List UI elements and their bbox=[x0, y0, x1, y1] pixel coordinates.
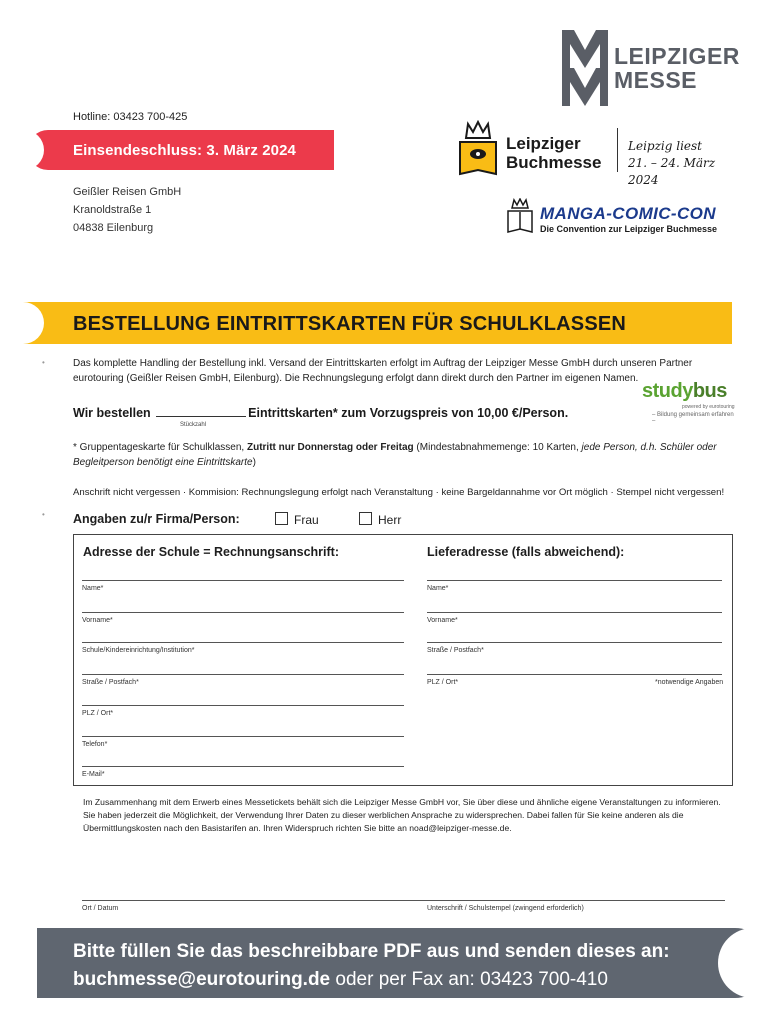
reminder-text: Anschrift nicht vergessen · Kommision: Rechnungslegung erfolgt nach Veranstaltung · keine Bargeldannahme vor Ort möglich · Stempel nicht vergessen! bbox=[73, 487, 725, 498]
mcc-book-icon bbox=[506, 198, 534, 234]
mcc-sub: Die Convention zur Leipziger Buchmesse bbox=[540, 224, 718, 234]
billing-email-input[interactable] bbox=[82, 766, 404, 767]
billing-firstname-input[interactable] bbox=[82, 612, 404, 613]
buchmesse-line2: Buchmesse bbox=[506, 153, 602, 172]
messe-mm-icon bbox=[560, 28, 610, 108]
person-label: Angaben zu/r Firma/Person: bbox=[73, 512, 240, 526]
studybus-tagline: – Bildung gemeinsam erfahren – bbox=[652, 412, 734, 424]
order-line bbox=[73, 406, 568, 420]
delivery-heading: Lieferadresse (falls abweichend): bbox=[427, 545, 625, 559]
leipziger-messe-logo bbox=[560, 28, 740, 108]
quantity-label: Stückzahl bbox=[180, 422, 207, 428]
billing-city-input[interactable] bbox=[82, 705, 404, 706]
note-start: * Gruppentageskarte für Schulklassen, bbox=[73, 442, 247, 453]
quantity-input[interactable] bbox=[156, 406, 246, 417]
frau-label: Frau bbox=[294, 513, 319, 527]
delivery-name-label: Name* bbox=[427, 585, 449, 592]
billing-phone-label: Telefon* bbox=[82, 741, 108, 748]
margin-dot-2: • bbox=[42, 510, 45, 519]
messe-line1: LEIPZIGER bbox=[614, 43, 740, 69]
manga-comic-con-logo bbox=[506, 198, 742, 238]
delivery-name-input[interactable] bbox=[427, 580, 722, 581]
note-bold: Zutritt nur Donnerstag oder Freitag bbox=[246, 442, 414, 453]
ticket-note bbox=[73, 440, 723, 470]
address-form bbox=[73, 534, 733, 786]
signature-line[interactable] bbox=[82, 900, 725, 901]
messe-line2: MESSE bbox=[614, 67, 698, 93]
footer-email-link[interactable]: buchmesse@eurotouring.de bbox=[73, 969, 331, 990]
footer-text bbox=[73, 938, 670, 994]
intro-text: Das komplette Handling der Bestellung inkl. Versand der Eintrittskarten erfolgt im Auftrag der Leipziger Messe GmbH durch unseren Partner eurotouring (Geißler Reisen GmbH, Eilenburg). Die Rechnungslegung erfolgt dann direkt durch den Partner im eigenen Namen. bbox=[73, 358, 693, 384]
billing-city-label: PLZ / Ort* bbox=[82, 710, 114, 717]
billing-name-input[interactable] bbox=[82, 580, 404, 581]
signature-label: Unterschrift / Schulstempel (zwingend erforderlich) bbox=[427, 905, 584, 912]
studybus-powered: powered by eurotouring bbox=[682, 404, 735, 410]
sender-city: 04838 Eilenburg bbox=[73, 222, 154, 234]
billing-phone-input[interactable] bbox=[82, 736, 404, 737]
mcc-name: MANGA-COMIC-CON bbox=[540, 204, 716, 223]
herr-label: Herr bbox=[378, 513, 402, 527]
note-middle: (Mindestabnahmemenge: 10 Karten, bbox=[413, 442, 582, 453]
billing-street-label: Straße / Postfach* bbox=[82, 679, 139, 686]
required-note: *notwendige Angaben bbox=[655, 679, 724, 686]
footer-line1: Bitte füllen Sie das beschreibbare PDF aus und senden dieses an: bbox=[73, 941, 670, 962]
studybus-logo bbox=[642, 380, 737, 424]
billing-school-input[interactable] bbox=[82, 642, 404, 643]
billing-street-input[interactable] bbox=[82, 674, 404, 675]
billing-email-label: E-Mail* bbox=[82, 771, 105, 778]
sender-company: Geißler Reisen GmbH bbox=[73, 186, 182, 198]
studybus-bus: bus bbox=[692, 380, 727, 402]
delivery-city-input[interactable] bbox=[427, 674, 722, 675]
order-prefix: Wir bestellen bbox=[73, 406, 151, 420]
logo-divider bbox=[617, 128, 618, 172]
delivery-firstname-label: Vorname* bbox=[427, 617, 458, 624]
liest-line2: 21. – 24. März 2024 bbox=[628, 156, 716, 187]
buchmesse-line1: Leipziger bbox=[506, 134, 581, 153]
billing-name-label: Name* bbox=[82, 585, 104, 592]
book-crown-icon bbox=[458, 120, 498, 178]
delivery-city-label: PLZ / Ort* bbox=[427, 679, 459, 686]
studybus-study: study bbox=[642, 380, 693, 402]
checkbox-frau[interactable] bbox=[275, 512, 288, 525]
note-italic: jede Person, d.h. Schüler oder Begleitperson benötigt eine Eintrittskarte bbox=[73, 442, 717, 468]
billing-heading: Adresse der Schule = Rechnungsanschrift: bbox=[83, 545, 339, 559]
hotline: Hotline: 03423 700-425 bbox=[73, 111, 188, 123]
billing-school-label: Schule/Kindereinrichtung/Institution* bbox=[82, 647, 195, 654]
page-title: BESTELLUNG EINTRITTSKARTEN FÜR SCHULKLASSEN bbox=[73, 313, 627, 335]
checkbox-herr[interactable] bbox=[359, 512, 372, 525]
margin-dot: • bbox=[42, 358, 45, 367]
privacy-text: Im Zusammenhang mit dem Erwerb eines Messetickets behält sich die Leipziger Messe GmbH vor, Sie über diese und ähnliche eigene Veranstaltungen zu informieren. Sie haben jederzeit die Möglichkeit, der Verwendung Ihrer Daten zu dieser werblichen Ansprache zu widersprechen. Dabei fallen für Sie keine anderen als die Übermittlungskosten nach den Basistarifen an. Ihren Widerspruch richten Sie bitte an noad@leipziger-messe.de. bbox=[83, 797, 721, 833]
liest-line1: Leipzig liest bbox=[628, 139, 703, 153]
order-suffix: Eintrittskarten* zum Vorzugspreis von 10,00 €/Person. bbox=[248, 406, 569, 420]
sender-street: Kranoldstraße 1 bbox=[73, 204, 152, 216]
delivery-street-label: Straße / Postfach* bbox=[427, 647, 484, 654]
note-end: ) bbox=[252, 457, 256, 468]
footer-fax: oder per Fax an: 03423 700-410 bbox=[330, 969, 608, 990]
deadline: Einsendeschluss: 3. März 2024 bbox=[73, 142, 296, 159]
delivery-firstname-input[interactable] bbox=[427, 612, 722, 613]
buchmesse-logo bbox=[458, 120, 748, 187]
billing-firstname-label: Vorname* bbox=[82, 617, 113, 624]
place-date-label: Ort / Datum bbox=[82, 905, 119, 912]
delivery-street-input[interactable] bbox=[427, 642, 722, 643]
